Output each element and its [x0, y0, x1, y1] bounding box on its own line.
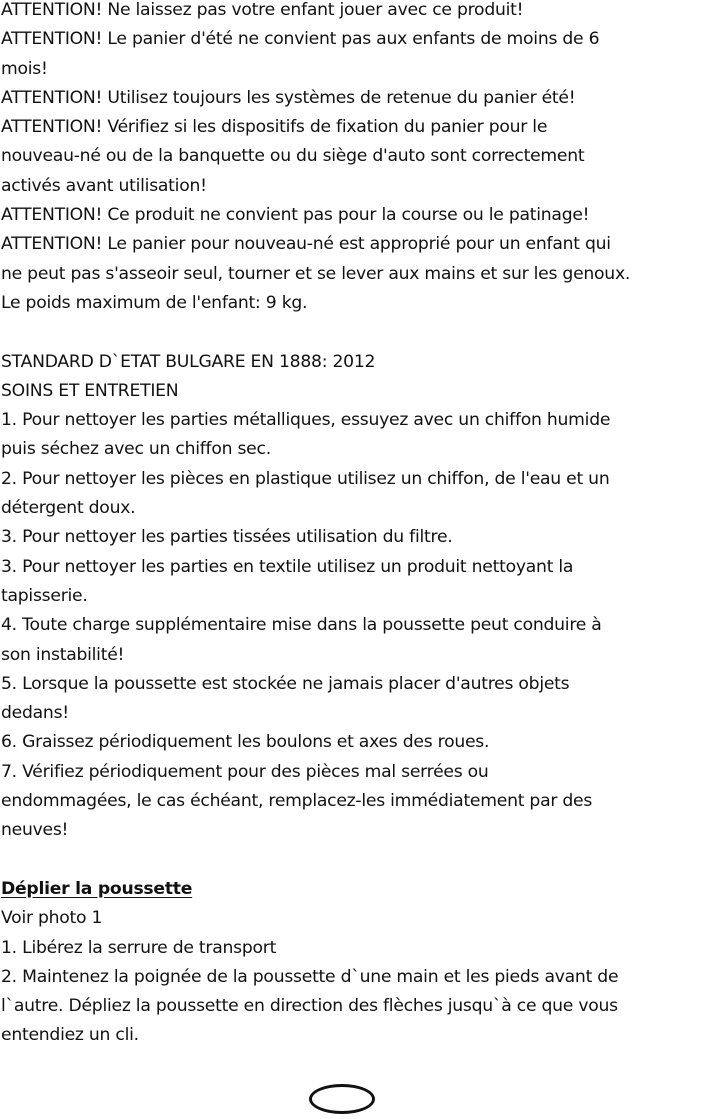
care-line: son instabilité! — [1, 644, 125, 665]
care-line: 1. Pour nettoyer les parties métalliques, essuyez avec un chiffon humide — [1, 410, 611, 431]
care-line: 2. Pour nettoyer les pièces en plastique utilisez un chiffon, de l'eau et un — [1, 468, 610, 489]
care-line: 3. Pour nettoyer les parties tissées utilisation du filtre. — [1, 527, 453, 548]
unfold-line: 1. Libérez la serrure de transport — [1, 937, 277, 958]
care-line: 3. Pour nettoyer les parties en textile utilisez un produit nettoyant la — [1, 556, 574, 577]
document-text — [1, 0, 717, 1051]
care-line: 6. Graissez périodiquement les boulons et axes des roues. — [1, 732, 490, 753]
care-section — [1, 348, 717, 846]
unfold-heading: Déplier la poussette — [1, 878, 193, 899]
care-line: 5. Lorsque la poussette est stockée ne jamais placer d'autres objets — [1, 673, 570, 694]
care-line: détergent doux. — [1, 498, 136, 519]
unfold-line: Voir photo 1 — [1, 908, 103, 929]
warning-line: mois! — [1, 58, 48, 79]
unfold-line: entendiez un cli. — [1, 1025, 139, 1046]
care-line: endommagées, le cas échéant, remplacez-les immédiatement par des — [1, 791, 593, 812]
warning-line: ATTENTION! Le panier pour nouveau-né est approprié pour un enfant qui — [1, 234, 611, 255]
unfold-line: 2. Maintenez la poignée de la poussette d`une main et les pieds avant de — [1, 966, 619, 987]
unfold-section — [1, 875, 717, 1051]
care-line: puis séchez avec un chiffon sec. — [1, 439, 271, 460]
warning-line: activés avant utilisation! — [1, 175, 207, 196]
care-line: dedans! — [1, 703, 69, 724]
standard-line: STANDARD D`ETAT BULGARE EN 1888: 2012 — [1, 351, 376, 372]
page-number-oval — [309, 1084, 375, 1114]
warning-line: Le poids maximum de l'enfant: 9 kg. — [1, 292, 308, 313]
warning-line: ATTENTION! Le panier d'été ne convient pas aux enfants de moins de 6 — [1, 29, 600, 50]
care-title: SOINS ET ENTRETIEN — [1, 380, 179, 401]
unfold-line: l`autre. Dépliez la poussette en direction des flèches jusqu`à ce que vous — [1, 996, 618, 1017]
warning-line: ATTENTION! Ce produit ne convient pas pour la course ou le patinage! — [1, 205, 590, 226]
warning-line: nouveau-né ou de la banquette ou du siège d'auto sont correctement — [1, 146, 585, 167]
care-line: neuves! — [1, 820, 69, 841]
care-line: 7. Vérifiez périodiquement pour des pièces mal serrées ou — [1, 761, 489, 782]
warning-line: ATTENTION! Vérifiez si les dispositifs de fixation du panier pour le — [1, 117, 548, 138]
paragraph-spacer — [1, 846, 717, 875]
warnings-section — [1, 0, 717, 318]
paragraph-spacer — [1, 318, 717, 347]
warning-line: ne peut pas s'asseoir seul, tourner et se lever aux mains et sur les genoux. — [1, 263, 631, 284]
care-line: tapisserie. — [1, 585, 88, 606]
care-line: 4. Toute charge supplémentaire mise dans la poussette peut conduire à — [1, 615, 602, 636]
warning-line: ATTENTION! Utilisez toujours les systèmes de retenue du panier été! — [1, 87, 576, 108]
warning-line: ATTENTION! Ne laissez pas votre enfant jouer avec ce produit! — [1, 0, 524, 20]
